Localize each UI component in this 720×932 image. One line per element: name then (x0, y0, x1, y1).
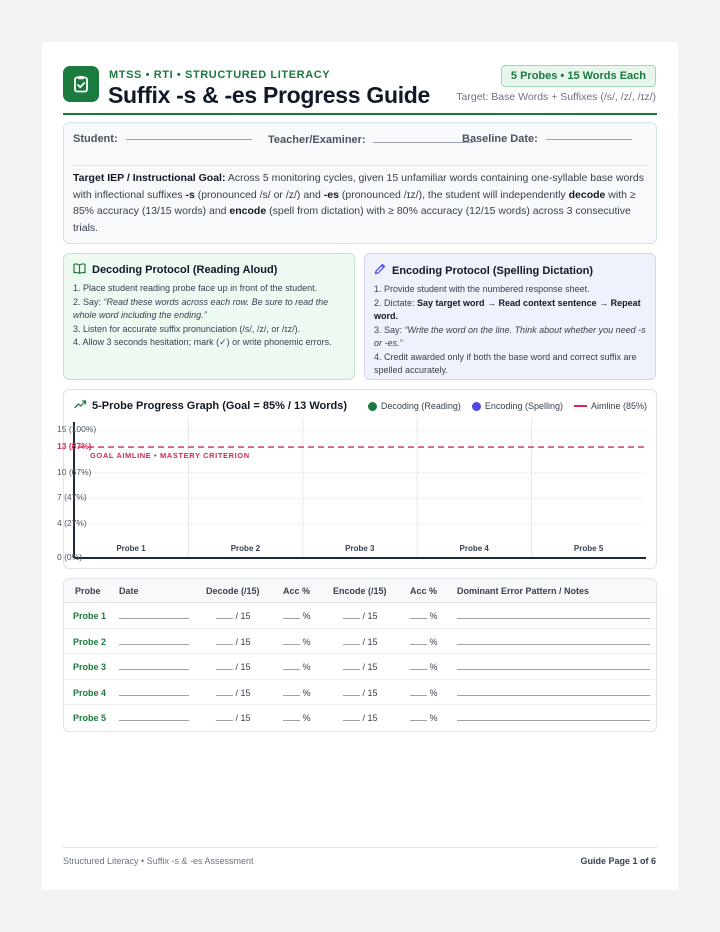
decoding-step-2: 2. Say: “Read these words across each row. Be sure to read the whole word including the ending.” (73, 296, 329, 320)
decode-score-blank[interactable]: / 15 (216, 688, 251, 698)
pencil-icon (374, 263, 386, 278)
encode-score-blank[interactable]: / 15 (343, 611, 378, 621)
decoding-step-4: 4. Allow 3 seconds hesitation; mark (✓) or write phonemic errors. (73, 337, 332, 347)
notes-blank[interactable] (457, 713, 650, 723)
y-tick-label: 0 (0%) (57, 552, 83, 562)
decode-accuracy-blank[interactable]: % (283, 637, 311, 647)
footer-divider (63, 847, 657, 848)
decoding-protocol-card (63, 253, 355, 380)
probe-count-badge: 5 Probes • 15 Words Each (501, 65, 656, 87)
col-decode: Decode (/15) (206, 586, 260, 596)
decode-accuracy-blank[interactable]: % (283, 662, 311, 672)
col-encode-acc: Acc % (410, 586, 438, 596)
encode-score-blank[interactable]: / 15 (343, 637, 378, 647)
decode-accuracy-blank[interactable]: % (283, 713, 311, 723)
col-encode: Encode (/15) (333, 586, 387, 596)
date-blank[interactable] (119, 713, 189, 723)
legend-encoding-swatch (472, 402, 481, 411)
target-subtitle: Target: Base Words + Suffixes (/s/, /z/, /ɪz/) (456, 91, 656, 103)
encode-accuracy-blank[interactable]: % (410, 637, 438, 647)
footer-left: Structured Literacy • Suffix -s & -es Assessment (63, 856, 254, 866)
student-blank[interactable] (126, 139, 252, 140)
page-number: Guide Page 1 of 6 (580, 856, 656, 866)
graph-title: 5-Probe Progress Graph (Goal = 85% / 13 Words) (92, 399, 348, 412)
notes-blank[interactable] (457, 662, 650, 672)
probe-label: Probe 1 (73, 611, 107, 621)
book-icon (73, 263, 86, 277)
x-tick-label: Probe 3 (345, 544, 375, 553)
date-blank[interactable] (119, 688, 189, 698)
header-divider (63, 113, 657, 115)
table-row (64, 680, 656, 706)
encoding-step-1: 1. Provide student with the numbered response sheet. (374, 284, 590, 294)
decoding-steps (73, 282, 345, 350)
baseline-date-label: Baseline Date: (462, 133, 538, 145)
x-tick-label: Probe 2 (230, 544, 261, 553)
encoding-protocol-card (364, 253, 656, 380)
legend-aimline: Aimline (85%) (574, 401, 647, 411)
x-tick-label: Probe 1 (116, 544, 146, 553)
decode-score-blank[interactable]: / 15 (216, 611, 251, 621)
col-notes: Dominant Error Pattern / Notes (457, 586, 590, 596)
baseline-date-field[interactable] (462, 133, 632, 145)
x-tick-label: Probe 4 (459, 544, 489, 553)
decode-accuracy-blank[interactable]: % (283, 611, 311, 621)
decode-score-blank[interactable]: / 15 (216, 662, 251, 672)
encoding-steps (374, 283, 646, 378)
table-row (64, 629, 656, 655)
date-blank[interactable] (119, 611, 189, 621)
student-field[interactable] (73, 133, 252, 145)
decoding-title: Decoding Protocol (Reading Aloud) (92, 264, 278, 276)
encode-accuracy-blank[interactable]: % (410, 688, 438, 698)
y-tick-label: 10 (67%) (57, 466, 92, 477)
table-header (64, 579, 656, 603)
teacher-blank[interactable] (373, 142, 473, 143)
y-tick-label: 15 (100%) (57, 424, 97, 434)
table-row (64, 705, 656, 731)
trend-up-icon (74, 399, 87, 412)
encode-score-blank[interactable]: / 15 (343, 662, 378, 672)
legend-decoding: Decoding (Reading) (368, 401, 461, 411)
encoding-step-3: 3. Say: “Write the word on the line. Think about whether you need -s or -es.” (374, 324, 646, 348)
probe-label: Probe 3 (73, 662, 107, 673)
decoding-step-1: 1. Place student reading probe face up in front of the student. (73, 283, 318, 293)
encode-accuracy-blank[interactable]: % (410, 713, 438, 723)
baseline-date-blank[interactable] (546, 139, 632, 140)
y-tick-label: 7 (47%) (57, 492, 87, 503)
page (42, 42, 678, 890)
legend-decoding-swatch (368, 402, 377, 411)
info-divider (73, 165, 647, 166)
teacher-field[interactable] (268, 133, 473, 146)
clipboard-check-icon (63, 66, 99, 102)
graph-legend (368, 401, 647, 411)
probe-label: Probe 4 (73, 687, 107, 698)
col-date: Date (119, 586, 139, 596)
decode-score-blank[interactable]: / 15 (216, 713, 251, 723)
decode-accuracy-blank[interactable]: % (283, 688, 311, 698)
date-blank[interactable] (119, 637, 189, 647)
probe-score-table (63, 578, 657, 732)
y-tick-label: 4 (27%) (57, 517, 87, 528)
encoding-title: Encoding Protocol (Spelling Dictation) (392, 264, 594, 277)
col-probe: Probe (75, 586, 101, 596)
table-row (64, 603, 656, 629)
student-label: Student: (73, 133, 118, 145)
probe-label: Probe 5 (73, 713, 107, 724)
encode-score-blank[interactable]: / 15 (343, 713, 378, 723)
table-row (64, 654, 656, 680)
y-tick-label: 13 (87%) (57, 441, 92, 452)
decoding-step-3: 3. Listen for accurate suffix pronunciation (/s/, /z/, or /ɪz/). (73, 323, 301, 334)
student-info-panel (63, 122, 657, 244)
probe-label: Probe 2 (73, 636, 107, 647)
page-title: Suffix -s & -es Progress Guide (108, 82, 431, 108)
decode-score-blank[interactable]: / 15 (216, 637, 251, 647)
encoding-step-4: 4. Credit awarded only if both the base word and correct suffix are spelled accurately. (374, 351, 637, 375)
notes-blank[interactable] (457, 637, 650, 647)
notes-blank[interactable] (457, 688, 650, 698)
date-blank[interactable] (119, 662, 189, 672)
header-kicker: MTSS • RTI • STRUCTURED LITERACY (109, 69, 331, 81)
encode-accuracy-blank[interactable]: % (410, 611, 438, 621)
encode-score-blank[interactable]: / 15 (343, 688, 378, 698)
teacher-label: Teacher/Examiner: (268, 134, 366, 146)
progress-graph-panel (63, 389, 657, 569)
encoding-step-2: 2. Dictate: Say target word → Read context sentence → Repeat word. (374, 297, 641, 321)
iep-goal-text: Target IEP / Instructional Goal: Across 5 monitoring cycles, given 15 unfamiliar words containing one-syllable base words with inflectional suffixes -s (pronounced /s/ or /z/) and -es (pronounced /ɪz/), the student will independently decode with ≥ 85% accuracy (13/15 words) and encode (spell from dictation) with ≥ 80% accuracy (12/15 words) across 3 consecutive trials. (73, 172, 644, 234)
notes-blank[interactable] (457, 611, 650, 621)
x-tick-label: Probe 5 (573, 544, 604, 553)
legend-encoding: Encoding (Spelling) (472, 401, 563, 411)
col-decode-acc: Acc % (283, 586, 311, 596)
encode-accuracy-blank[interactable]: % (410, 662, 438, 672)
aimline-label: GOAL AIMLINE • MASTERY CRITERION (90, 451, 250, 460)
legend-aimline-swatch (574, 405, 587, 407)
